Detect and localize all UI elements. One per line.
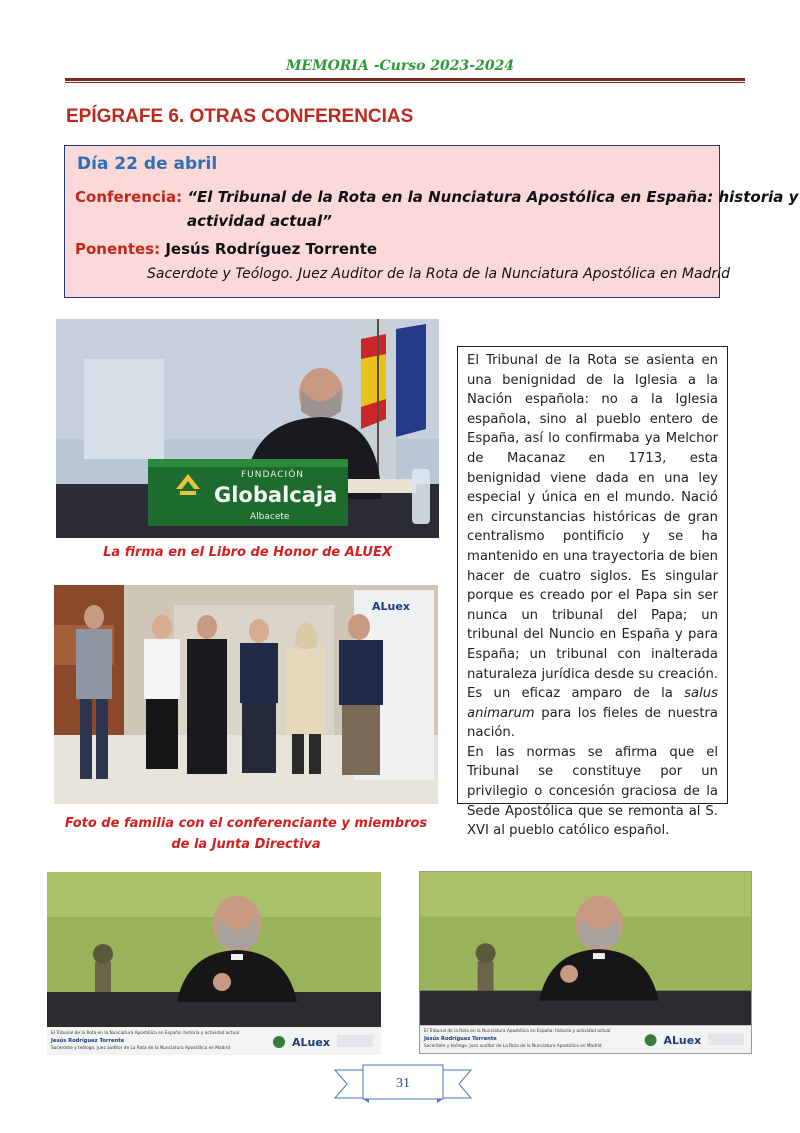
event-info-box xyxy=(64,145,799,298)
video-still-right xyxy=(419,871,752,1054)
page-header-title: MEMORIA -Curso 2023-2024 xyxy=(285,58,515,74)
page-number-ribbon xyxy=(333,1062,473,1106)
lower-third-line1: El Tribunal de la Rota en la Nunciatura Apostólica en España: historia y actividad actual xyxy=(51,1031,240,1036)
event-date: Día 22 de abril xyxy=(77,154,218,174)
lower-third-line2: Jesús Rodríguez Torrente xyxy=(423,1036,497,1043)
section-title: EPÍGRAFE 6. OTRAS CONFERENCIAS xyxy=(66,106,414,127)
sign-line3: Albacete xyxy=(250,512,290,522)
header-rule xyxy=(65,78,745,81)
article-paragraph-1 xyxy=(467,351,718,743)
speakers-label: Ponentes: xyxy=(75,240,161,258)
sign-line1: FUNDACIÓN xyxy=(241,470,305,480)
photo-signing xyxy=(56,319,439,538)
caption-signing: La firma en el Libro de Honor de ALUEX xyxy=(103,545,392,560)
video-still-left xyxy=(47,872,381,1055)
conference-line xyxy=(75,188,798,206)
conference-title-continued: actividad actual” xyxy=(187,212,332,230)
caption-group-line1: Foto de familia con el conferenciante y miembros xyxy=(64,816,428,831)
aluex-logo: ALuex xyxy=(663,1034,702,1048)
paragraph-1-end: para los fieles de nuestra nación. xyxy=(467,705,718,741)
caption-group-line2: de la Junta Directiva xyxy=(171,837,321,852)
lower-third-line3: Sacerdote y teólogo. Juez auditor de La Rota de la Nunciatura Apostólica en Madrid xyxy=(51,1046,231,1051)
page-number: 31 xyxy=(396,1076,410,1091)
tree-logo-icon xyxy=(645,1034,657,1046)
header-rule-thin xyxy=(65,82,745,83)
sign-line2: Globalcaja xyxy=(214,483,338,507)
conference-title: “El Tribunal de la Rota en la Nunciatura Apostólica en España: historia y xyxy=(187,188,799,206)
diputacion-logo-icon xyxy=(337,1035,373,1047)
photo-group xyxy=(54,585,438,804)
banner-text: ALuex xyxy=(372,600,410,613)
diputacion-logo-icon xyxy=(708,1033,744,1045)
lower-third-line3: Sacerdote y teólogo. Juez auditor de La Rota de la Nunciatura Apostólica en Madrid xyxy=(423,1044,602,1050)
lower-third-line2: Jesús Rodríguez Torrente xyxy=(51,1038,125,1044)
aluex-logo: ALuex xyxy=(292,1036,330,1049)
tree-logo-icon xyxy=(273,1036,285,1048)
article-text-box xyxy=(457,346,728,839)
conference-label: Conferencia: xyxy=(75,188,183,206)
paragraph-1-latin-term: salus animarum xyxy=(467,686,718,721)
lower-third-line1: El Tribunal de la Rota en la Nunciatura Apostólica en España: historia y actividad actual xyxy=(423,1029,611,1035)
paragraph-1-text: El Tribunal de la Rota se asienta en una benignidad de la Iglesia a la Nación española: no a la Iglesia española, sino al pueblo entero de España, así lo confirmaba ya Melchor de Macanaz en 1713, esta benignidad viene dada en una ley especial y única en el mundo. Nació en circunstancias históricas de gran centralismo pontificio y se ha mantenido en una trayectoria de bien hacer de cuatro siglos. Es singular porque es creado por el Papa sin ser nunca un tribunal del Papa; un tribunal del Nuncio en España y para España; un tribunal con inalterada naturaleza jurídica desde su creación. Es un eficaz amparo de la xyxy=(467,353,718,702)
article-paragraph-2: En las normas se afirma que el Tribunal se constituye por un privilegio o concesión graciosa de la Sede Apostólica que se remonta al S. XVI al pueblo católico español. xyxy=(467,744,718,839)
speakers-line xyxy=(75,240,377,258)
speaker-name: Jesús Rodríguez Torrente xyxy=(165,240,378,258)
speaker-description: Sacerdote y Teólogo. Juez Auditor de la Rota de la Nunciatura Apostólica en Madrid xyxy=(147,266,730,282)
caption-group xyxy=(54,813,438,855)
